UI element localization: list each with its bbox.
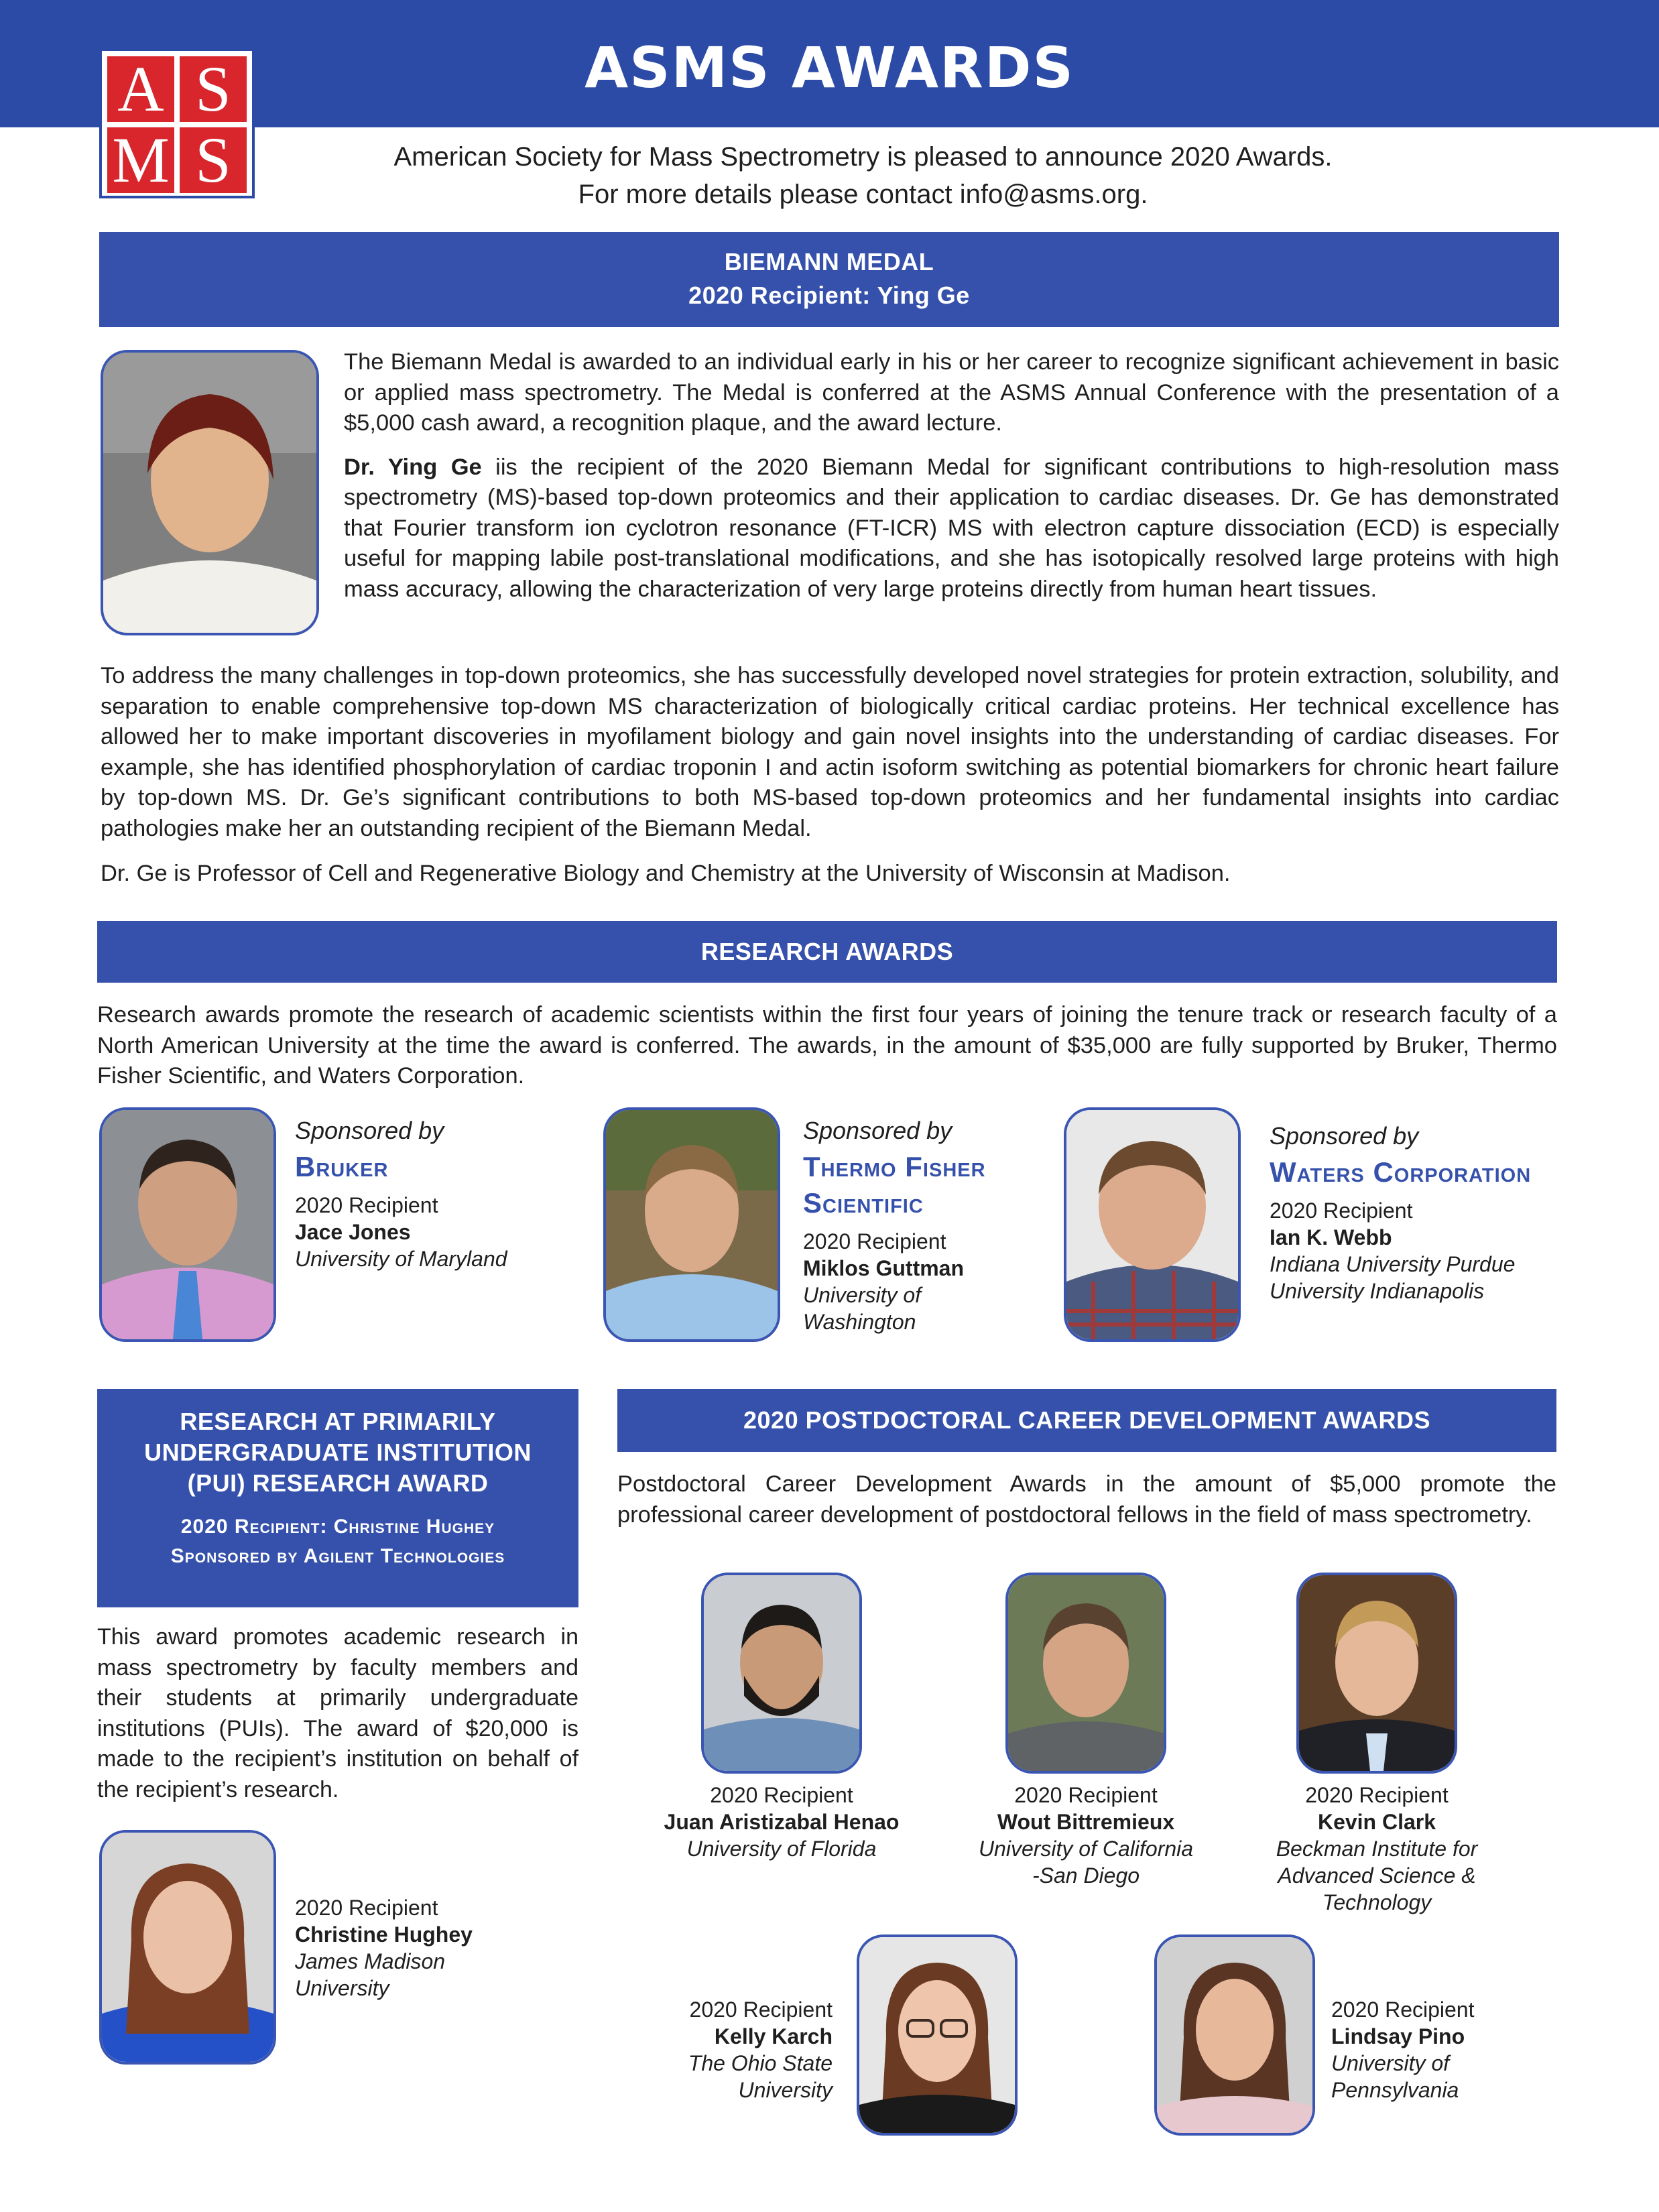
pui-description: This award promotes academic research in mass spectrometry by faculty members and their students at primarily undergraduate institutions (PUIs). The award of $20,000 is made to the recipient’s institution on behalf of the recipient’s research. (97, 1624, 578, 1802)
biemann-band (99, 232, 1559, 327)
research-description: Research awards promote the research of academic scientists within the first four years of joining the tenure track or research faculty of a North American University at the time the award is conferred. The awards, in the amount of $35,000 are fully supported by Bruker, Thermo Fisher Scientific, and Waters Corporation. (97, 1002, 1557, 1089)
kevin-clark-photo (1296, 1573, 1457, 1774)
recipient-affiliation-line2: Washington (803, 1310, 916, 1334)
recipient-label: 2020 Recipient (295, 1193, 438, 1217)
recipient-name: Christine Hughey (295, 1922, 473, 1947)
pui-heading-line-2: UNDERGRADUATE INSTITUTION (144, 1438, 532, 1466)
recipient-affiliation-line3: Technology (1322, 1890, 1432, 1914)
logo-letter-s2: S (180, 127, 247, 193)
recipient-affiliation-line2: University (295, 1976, 389, 2000)
recipient-affiliation: University of California (978, 1837, 1194, 1861)
research-band (97, 921, 1557, 983)
pui-subheading-line-1: 2020 Recipient: Christine Hughey (180, 1516, 495, 1538)
postdoc-recipient-1 (621, 1782, 942, 1862)
research-recipient-1 (295, 1113, 643, 1272)
logo-letter-s: S (180, 56, 247, 122)
recipient-name: Ian K. Webb (1270, 1225, 1392, 1249)
pui-heading-line-1: RESEARCH AT PRIMARILY (180, 1408, 496, 1435)
intro-text (201, 138, 1525, 213)
intro-line-1: American Society for Mass Spectrometry is pleased to announce 2020 Awards. (393, 142, 1333, 172)
lindsay-pino-photo (1154, 1934, 1315, 2136)
recipient-label: 2020 Recipient (1270, 1199, 1413, 1223)
recipient-label: 2020 Recipient (1014, 1783, 1158, 1807)
postdoc-band (617, 1389, 1556, 1452)
recipient-name: Miklos Guttman (803, 1256, 965, 1280)
research-recipient-3 (1270, 1118, 1605, 1304)
biemann-paragraph-1: The Biemann Medal is awarded to an individual early in his or her career to recognize significant achievement in basic or applied mass spectrometry. The Medal is conferred at the ASMS Annual Conference with the presentation of a $5,000 cash award, a recognition plaque, and the award lecture. (344, 349, 1559, 436)
recipient-affiliation: University of (803, 1283, 922, 1307)
postdoc-recipient-4 (603, 1996, 833, 2103)
recipient-name: Wout Bittremieux (997, 1810, 1175, 1834)
recipient-affiliation: James Madison (295, 1949, 446, 1973)
postdoc-recipient-2 (925, 1782, 1247, 1889)
postdoc-recipient-3 (1216, 1782, 1538, 1916)
recipient-name: Juan Aristizabal Henao (664, 1810, 900, 1834)
christine-hughey-photo (99, 1830, 276, 2065)
recipient-label: 2020 Recipient (295, 1896, 438, 1920)
ian-webb-photo (1064, 1107, 1241, 1342)
recipient-label: 2020 Recipient (1305, 1783, 1449, 1807)
sponsored-by-label: Sponsored by (295, 1117, 444, 1144)
logo-letter-m: M (107, 127, 174, 193)
recipient-affiliation: University of Florida (686, 1837, 877, 1861)
biemann-paragraph-2-text: iis the recipient of the 2020 Biemann Medal for significant contributions to high-resolution mass spectrometry (MS)-based top-down proteomics and their application to cardiac diseases. Dr. Ge has demonstrated that Fourier transform ion cyclotron resonance (FT-ICR) MS with electron capture dissociation (ECD) is especially useful for mapping labile post-translational modifications, and she has isotopically resolved large proteins with high mass accuracy, allowing the characterization of very large proteins directly from human heart tissues. (344, 454, 1559, 602)
recipient-name: Kevin Clark (1317, 1810, 1436, 1834)
postdoc-recipient-5 (1331, 1996, 1586, 2103)
recipient-name: Lindsay Pino (1331, 2024, 1465, 2048)
recipient-label: 2020 Recipient (689, 1998, 833, 2022)
biemann-text-block (344, 347, 1559, 605)
sponsored-by-label: Sponsored by (803, 1117, 953, 1144)
sponsor-waters: Waters Corporation (1270, 1156, 1532, 1188)
recipient-affiliation-line2: Pennsylvania (1331, 2078, 1459, 2102)
pui-heading-line-3: (PUI) RESEARCH AWARD (187, 1469, 489, 1497)
research-recipient-2 (803, 1113, 1085, 1335)
recipient-name: Jace Jones (295, 1220, 411, 1244)
recipient-affiliation: The Ohio State (688, 2051, 833, 2075)
sponsor-thermo-fisher: Thermo Fisher (803, 1151, 986, 1182)
pui-subheading-line-2: Sponsored by Agilent Technologies (170, 1545, 505, 1567)
recipient-affiliation: University of (1331, 2051, 1450, 2075)
biemann-paragraph-3: To address the many challenges in top-down proteomics, she has successfully developed novel strategies for protein extraction, solubility, and separation to enable comprehensive top-down MS characterization of biologically critical cardiac proteins. Her technical excellence has allowed her to make important discoveries in myofilament biology and gain novel insights into the understanding of cardiac diseases. For example, she has identified phosphorylation of cardiac troponin I and actin isoform switching as potential biomarkers for chronic heart failure by top-down MS. Dr. Ge’s significant contributions to both MS-based top-down proteomics and her fundamental insights into cardiac pathologies make her an outstanding recipient of the Biemann Medal. (101, 663, 1559, 841)
recipient-affiliation-line2: University Indianapolis (1270, 1279, 1485, 1303)
sponsor-bruker: Bruker (295, 1151, 389, 1182)
wout-bittremieux-photo (1005, 1573, 1166, 1774)
recipient-affiliation-line2: Advanced Science & (1278, 1863, 1476, 1888)
ying-ge-photo (101, 350, 319, 635)
recipient-affiliation: Indiana University Purdue (1270, 1252, 1516, 1276)
jace-jones-photo (99, 1107, 276, 1342)
miklos-guttman-photo (603, 1107, 780, 1342)
postdoc-description: Postdoctoral Career Development Awards in the amount of $5,000 promote the professional career development of postdoctoral fellows in the field of mass spectrometry. (617, 1471, 1556, 1528)
recipient-label: 2020 Recipient (710, 1783, 853, 1807)
sponsor-thermo-fisher-line2: Scientific (803, 1187, 924, 1219)
logo-letter-a: A (107, 56, 174, 122)
recipient-affiliation: Beckman Institute for (1276, 1837, 1478, 1861)
biemann-text-block-2 (101, 661, 1559, 889)
recipient-affiliation-line2: University (738, 2078, 833, 2102)
page-title: ASMS AWARDS (585, 35, 1074, 101)
biemann-heading: BIEMANN MEDAL (724, 248, 934, 275)
recipient-label: 2020 Recipient (1331, 1998, 1475, 2022)
pui-recipient (295, 1894, 576, 2002)
recipient-label: 2020 Recipient (803, 1229, 946, 1253)
intro-line-2: For more details please contact info@asms.org. (578, 180, 1148, 209)
biemann-paragraph-2 (344, 452, 1559, 605)
sponsored-by-label: Sponsored by (1270, 1122, 1419, 1150)
kelly-karch-photo (857, 1934, 1018, 2136)
recipient-name: Kelly Karch (714, 2024, 833, 2048)
juan-henao-photo (701, 1573, 862, 1774)
pui-band (97, 1389, 578, 1607)
research-heading: RESEARCH AWARDS (700, 938, 954, 965)
recipient-affiliation: University of Maryland (295, 1247, 507, 1271)
postdoc-heading: 2020 POSTDOCTORAL CAREER DEVELOPMENT AWARDS (743, 1406, 1430, 1434)
recipient-affiliation-line2: -San Diego (1032, 1863, 1140, 1888)
biemann-recipient-name: Dr. Ying Ge (344, 454, 482, 480)
biemann-paragraph-4: Dr. Ge is Professor of Cell and Regenerative Biology and Chemistry at the University of Wisconsin at Madison. (101, 861, 1231, 886)
biemann-subheading: 2020 Recipient: Ying Ge (688, 282, 970, 309)
